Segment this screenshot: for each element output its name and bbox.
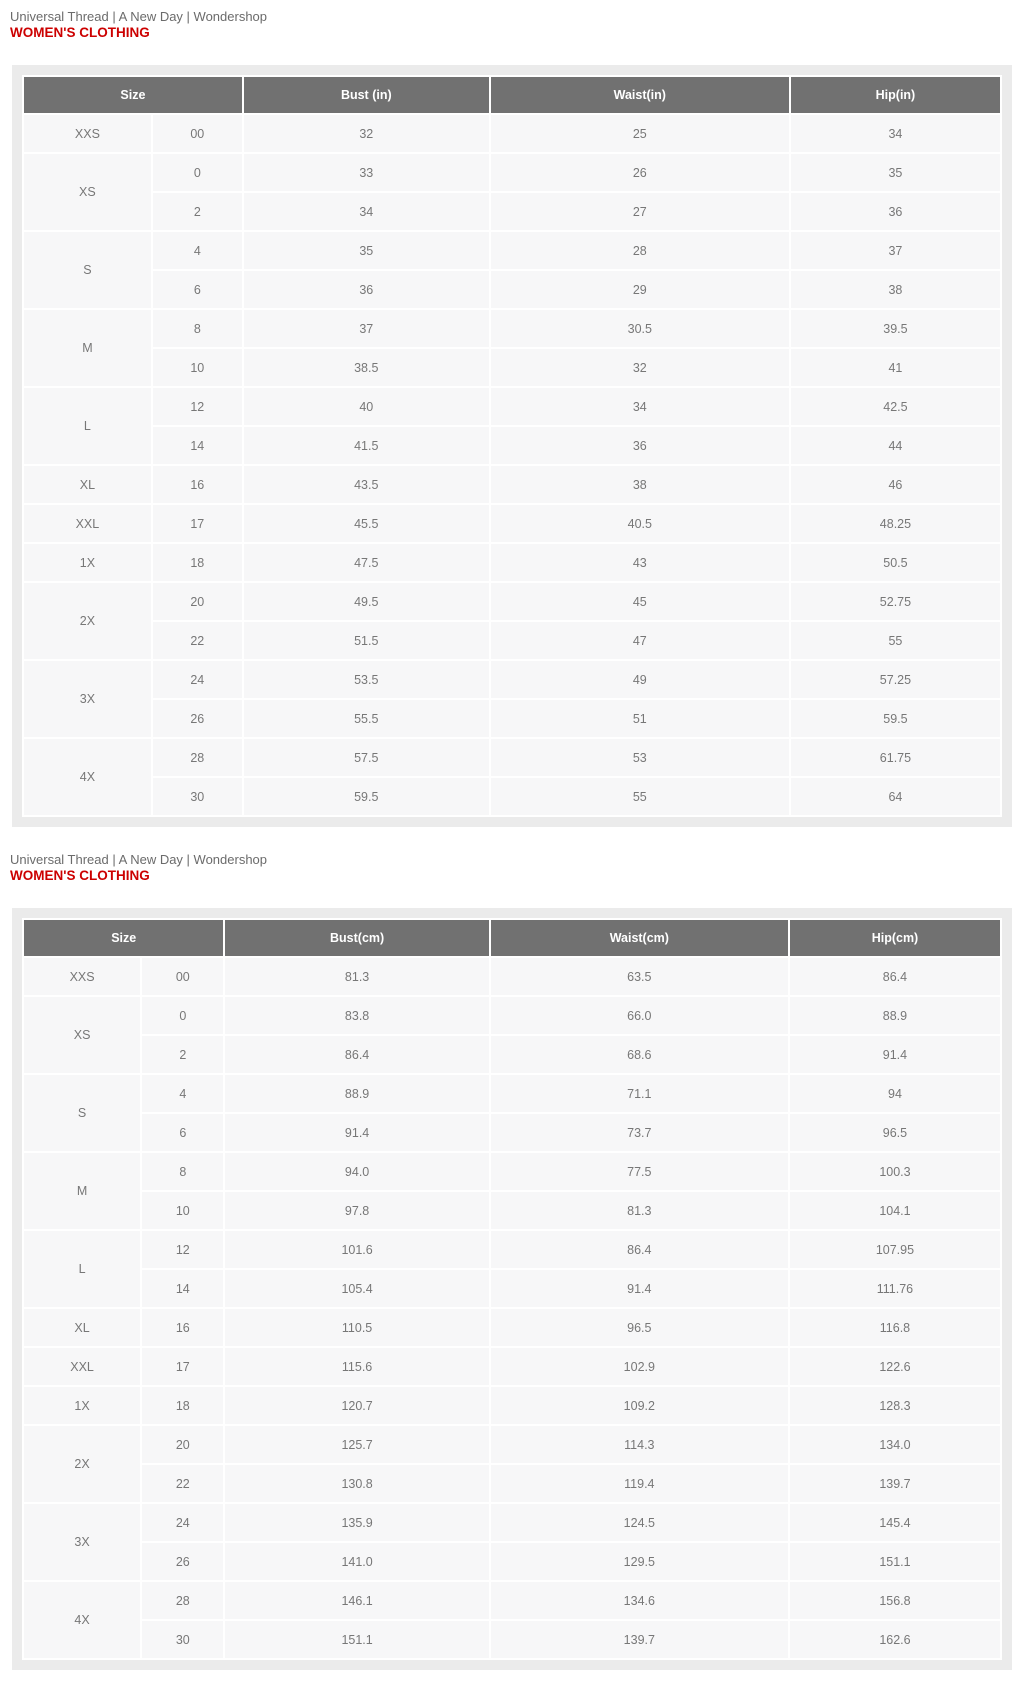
size-group-cell: S bbox=[24, 1075, 140, 1151]
column-header-waist: Waist(cm) bbox=[491, 920, 788, 956]
numeric-size-cell: 30 bbox=[153, 778, 242, 815]
hip-cell: 39.5 bbox=[791, 310, 1000, 347]
waist-cell: 129.5 bbox=[491, 1543, 788, 1580]
numeric-size-cell: 4 bbox=[153, 232, 242, 269]
size-group-cell: 3X bbox=[24, 1504, 140, 1580]
table-row bbox=[24, 1192, 1000, 1229]
column-header-bust: Bust (in) bbox=[244, 77, 489, 113]
bust-cell: 49.5 bbox=[244, 583, 489, 620]
waist-cell: 86.4 bbox=[491, 1231, 788, 1268]
hip-cell: 128.3 bbox=[790, 1387, 1000, 1424]
waist-cell: 66.0 bbox=[491, 997, 788, 1034]
table-row bbox=[24, 349, 1000, 386]
hip-cell: 46 bbox=[791, 466, 1000, 503]
numeric-size-cell: 4 bbox=[142, 1075, 223, 1112]
numeric-size-cell: 2 bbox=[153, 193, 242, 230]
waist-cell: 91.4 bbox=[491, 1270, 788, 1307]
numeric-size-cell: 00 bbox=[142, 958, 223, 995]
table-row bbox=[24, 310, 1000, 347]
numeric-size-cell: 28 bbox=[142, 1582, 223, 1619]
hip-cell: 61.75 bbox=[791, 739, 1000, 776]
table-row bbox=[24, 1309, 1000, 1346]
numeric-size-cell: 10 bbox=[142, 1192, 223, 1229]
size-group-cell: XXS bbox=[24, 115, 151, 152]
hip-cell: 122.6 bbox=[790, 1348, 1000, 1385]
hip-cell: 145.4 bbox=[790, 1504, 1000, 1541]
numeric-size-cell: 22 bbox=[153, 622, 242, 659]
bust-cell: 94.0 bbox=[225, 1153, 488, 1190]
category-title: WOMEN'S CLOTHING bbox=[10, 868, 150, 883]
column-header-bust: Bust(cm) bbox=[225, 920, 488, 956]
table-row bbox=[24, 958, 1000, 995]
hip-cell: 55 bbox=[791, 622, 1000, 659]
hip-cell: 100.3 bbox=[790, 1153, 1000, 1190]
bust-cell: 37 bbox=[244, 310, 489, 347]
numeric-size-cell: 8 bbox=[142, 1153, 223, 1190]
waist-cell: 53 bbox=[491, 739, 789, 776]
waist-cell: 73.7 bbox=[491, 1114, 788, 1151]
size-group-cell: 1X bbox=[24, 1387, 140, 1424]
bust-cell: 38.5 bbox=[244, 349, 489, 386]
table-row bbox=[24, 1114, 1000, 1151]
waist-cell: 134.6 bbox=[491, 1582, 788, 1619]
table-row bbox=[24, 388, 1000, 425]
numeric-size-cell: 00 bbox=[153, 115, 242, 152]
numeric-size-cell: 18 bbox=[153, 544, 242, 581]
size-chart-table-cm bbox=[22, 918, 1002, 1660]
table-row bbox=[24, 1075, 1000, 1112]
table-row bbox=[24, 997, 1000, 1034]
waist-cell: 51 bbox=[491, 700, 789, 737]
size-chart-section-cm bbox=[0, 851, 1024, 1670]
numeric-size-cell: 24 bbox=[142, 1504, 223, 1541]
bust-cell: 41.5 bbox=[244, 427, 489, 464]
size-group-cell: S bbox=[24, 232, 151, 308]
numeric-size-cell: 26 bbox=[142, 1543, 223, 1580]
size-group-cell: XXS bbox=[24, 958, 140, 995]
bust-cell: 135.9 bbox=[225, 1504, 488, 1541]
table-row bbox=[24, 622, 1000, 659]
bust-cell: 88.9 bbox=[225, 1075, 488, 1112]
numeric-size-cell: 30 bbox=[142, 1621, 223, 1658]
table-row bbox=[24, 583, 1000, 620]
size-group-cell: 3X bbox=[24, 661, 151, 737]
numeric-size-cell: 20 bbox=[153, 583, 242, 620]
size-group-cell: XL bbox=[24, 466, 151, 503]
waist-cell: 119.4 bbox=[491, 1465, 788, 1502]
bust-cell: 55.5 bbox=[244, 700, 489, 737]
size-group-cell: XXL bbox=[24, 505, 151, 542]
hip-cell: 91.4 bbox=[790, 1036, 1000, 1073]
table-row bbox=[24, 1270, 1000, 1307]
bust-cell: 47.5 bbox=[244, 544, 489, 581]
hip-cell: 38 bbox=[791, 271, 1000, 308]
bust-cell: 110.5 bbox=[225, 1309, 488, 1346]
bust-cell: 34 bbox=[244, 193, 489, 230]
numeric-size-cell: 0 bbox=[142, 997, 223, 1034]
size-group-cell: 2X bbox=[24, 583, 151, 659]
bust-cell: 36 bbox=[244, 271, 489, 308]
hip-cell: 96.5 bbox=[790, 1114, 1000, 1151]
bust-cell: 86.4 bbox=[225, 1036, 488, 1073]
size-group-cell: 2X bbox=[24, 1426, 140, 1502]
table-row bbox=[24, 1504, 1000, 1541]
numeric-size-cell: 28 bbox=[153, 739, 242, 776]
hip-cell: 116.8 bbox=[790, 1309, 1000, 1346]
brand-list: Universal Thread | A New Day | Wondershop bbox=[10, 852, 268, 867]
numeric-size-cell: 0 bbox=[153, 154, 242, 191]
waist-cell: 114.3 bbox=[491, 1426, 788, 1463]
bust-cell: 125.7 bbox=[225, 1426, 488, 1463]
table-row bbox=[24, 661, 1000, 698]
hip-cell: 156.8 bbox=[790, 1582, 1000, 1619]
table-row bbox=[24, 1465, 1000, 1502]
column-header-waist: Waist(in) bbox=[491, 77, 789, 113]
waist-cell: 29 bbox=[491, 271, 789, 308]
table-row bbox=[24, 700, 1000, 737]
table-row bbox=[24, 1543, 1000, 1580]
table-row bbox=[24, 1153, 1000, 1190]
table-row bbox=[24, 154, 1000, 191]
waist-cell: 27 bbox=[491, 193, 789, 230]
waist-cell: 45 bbox=[491, 583, 789, 620]
bust-cell: 101.6 bbox=[225, 1231, 488, 1268]
size-group-cell: M bbox=[24, 310, 151, 386]
waist-cell: 96.5 bbox=[491, 1309, 788, 1346]
bust-cell: 40 bbox=[244, 388, 489, 425]
table-row bbox=[24, 505, 1000, 542]
bust-cell: 81.3 bbox=[225, 958, 488, 995]
waist-cell: 49 bbox=[491, 661, 789, 698]
brand-list: Universal Thread | A New Day | Wondershop bbox=[10, 9, 268, 24]
column-header-hip: Hip(cm) bbox=[790, 920, 1000, 956]
numeric-size-cell: 22 bbox=[142, 1465, 223, 1502]
numeric-size-cell: 16 bbox=[142, 1309, 223, 1346]
size-group-cell: XL bbox=[24, 1309, 140, 1346]
table-row bbox=[24, 1036, 1000, 1073]
bust-cell: 83.8 bbox=[225, 997, 488, 1034]
table-row bbox=[24, 1348, 1000, 1385]
waist-cell: 81.3 bbox=[491, 1192, 788, 1229]
waist-cell: 40.5 bbox=[491, 505, 789, 542]
hip-cell: 151.1 bbox=[790, 1543, 1000, 1580]
size-group-cell: XS bbox=[24, 154, 151, 230]
size-group-cell: 4X bbox=[24, 739, 151, 815]
bust-cell: 33 bbox=[244, 154, 489, 191]
table-row bbox=[24, 739, 1000, 776]
bust-cell: 32 bbox=[244, 115, 489, 152]
brand-header bbox=[10, 851, 1024, 884]
hip-cell: 41 bbox=[791, 349, 1000, 386]
hip-cell: 111.76 bbox=[790, 1270, 1000, 1307]
waist-cell: 47 bbox=[491, 622, 789, 659]
waist-cell: 26 bbox=[491, 154, 789, 191]
category-title: WOMEN'S CLOTHING bbox=[10, 25, 150, 40]
table-row bbox=[24, 1387, 1000, 1424]
column-header-size: Size bbox=[24, 77, 242, 113]
hip-cell: 57.25 bbox=[791, 661, 1000, 698]
table-row bbox=[24, 544, 1000, 581]
hip-cell: 139.7 bbox=[790, 1465, 1000, 1502]
bust-cell: 130.8 bbox=[225, 1465, 488, 1502]
table-header-row bbox=[24, 77, 1000, 113]
column-header-size: Size bbox=[24, 920, 223, 956]
numeric-size-cell: 26 bbox=[153, 700, 242, 737]
size-group-cell: XXL bbox=[24, 1348, 140, 1385]
hip-cell: 42.5 bbox=[791, 388, 1000, 425]
hip-cell: 107.95 bbox=[790, 1231, 1000, 1268]
waist-cell: 38 bbox=[491, 466, 789, 503]
waist-cell: 25 bbox=[491, 115, 789, 152]
size-group-cell: XS bbox=[24, 997, 140, 1073]
hip-cell: 59.5 bbox=[791, 700, 1000, 737]
bust-cell: 91.4 bbox=[225, 1114, 488, 1151]
column-header-hip: Hip(in) bbox=[791, 77, 1000, 113]
waist-cell: 102.9 bbox=[491, 1348, 788, 1385]
hip-cell: 104.1 bbox=[790, 1192, 1000, 1229]
waist-cell: 77.5 bbox=[491, 1153, 788, 1190]
numeric-size-cell: 24 bbox=[153, 661, 242, 698]
bust-cell: 35 bbox=[244, 232, 489, 269]
hip-cell: 34 bbox=[791, 115, 1000, 152]
numeric-size-cell: 16 bbox=[153, 466, 242, 503]
bust-cell: 120.7 bbox=[225, 1387, 488, 1424]
size-group-cell: 4X bbox=[24, 1582, 140, 1658]
bust-cell: 43.5 bbox=[244, 466, 489, 503]
size-chart-section-inches bbox=[0, 8, 1024, 827]
size-group-cell: L bbox=[24, 1231, 140, 1307]
table-row bbox=[24, 1426, 1000, 1463]
numeric-size-cell: 17 bbox=[153, 505, 242, 542]
size-chart-table-inches bbox=[22, 75, 1002, 817]
table-row bbox=[24, 466, 1000, 503]
waist-cell: 28 bbox=[491, 232, 789, 269]
numeric-size-cell: 2 bbox=[142, 1036, 223, 1073]
waist-cell: 71.1 bbox=[491, 1075, 788, 1112]
bust-cell: 105.4 bbox=[225, 1270, 488, 1307]
hip-cell: 64 bbox=[791, 778, 1000, 815]
size-group-cell: 1X bbox=[24, 544, 151, 581]
bust-cell: 57.5 bbox=[244, 739, 489, 776]
table-row bbox=[24, 232, 1000, 269]
bust-cell: 51.5 bbox=[244, 622, 489, 659]
hip-cell: 94 bbox=[790, 1075, 1000, 1112]
size-chart-container-cm bbox=[12, 908, 1012, 1670]
numeric-size-cell: 20 bbox=[142, 1426, 223, 1463]
table-row bbox=[24, 1231, 1000, 1268]
waist-cell: 34 bbox=[491, 388, 789, 425]
hip-cell: 35 bbox=[791, 154, 1000, 191]
waist-cell: 68.6 bbox=[491, 1036, 788, 1073]
numeric-size-cell: 12 bbox=[153, 388, 242, 425]
hip-cell: 88.9 bbox=[790, 997, 1000, 1034]
size-group-cell: L bbox=[24, 388, 151, 464]
brand-header bbox=[10, 8, 1024, 41]
waist-cell: 124.5 bbox=[491, 1504, 788, 1541]
numeric-size-cell: 14 bbox=[142, 1270, 223, 1307]
bust-cell: 115.6 bbox=[225, 1348, 488, 1385]
bust-cell: 97.8 bbox=[225, 1192, 488, 1229]
waist-cell: 36 bbox=[491, 427, 789, 464]
numeric-size-cell: 6 bbox=[142, 1114, 223, 1151]
waist-cell: 109.2 bbox=[491, 1387, 788, 1424]
numeric-size-cell: 12 bbox=[142, 1231, 223, 1268]
hip-cell: 134.0 bbox=[790, 1426, 1000, 1463]
table-row bbox=[24, 1621, 1000, 1658]
bust-cell: 146.1 bbox=[225, 1582, 488, 1619]
waist-cell: 63.5 bbox=[491, 958, 788, 995]
table-row bbox=[24, 193, 1000, 230]
bust-cell: 141.0 bbox=[225, 1543, 488, 1580]
size-group-cell: M bbox=[24, 1153, 140, 1229]
hip-cell: 86.4 bbox=[790, 958, 1000, 995]
waist-cell: 139.7 bbox=[491, 1621, 788, 1658]
bust-cell: 151.1 bbox=[225, 1621, 488, 1658]
bust-cell: 45.5 bbox=[244, 505, 489, 542]
bust-cell: 53.5 bbox=[244, 661, 489, 698]
hip-cell: 36 bbox=[791, 193, 1000, 230]
waist-cell: 43 bbox=[491, 544, 789, 581]
size-chart-container-inches bbox=[12, 65, 1012, 827]
waist-cell: 32 bbox=[491, 349, 789, 386]
numeric-size-cell: 17 bbox=[142, 1348, 223, 1385]
waist-cell: 30.5 bbox=[491, 310, 789, 347]
table-row bbox=[24, 778, 1000, 815]
hip-cell: 52.75 bbox=[791, 583, 1000, 620]
hip-cell: 48.25 bbox=[791, 505, 1000, 542]
hip-cell: 44 bbox=[791, 427, 1000, 464]
hip-cell: 162.6 bbox=[790, 1621, 1000, 1658]
bust-cell: 59.5 bbox=[244, 778, 489, 815]
waist-cell: 55 bbox=[491, 778, 789, 815]
numeric-size-cell: 10 bbox=[153, 349, 242, 386]
table-row bbox=[24, 427, 1000, 464]
numeric-size-cell: 8 bbox=[153, 310, 242, 347]
hip-cell: 37 bbox=[791, 232, 1000, 269]
table-row bbox=[24, 1582, 1000, 1619]
table-header-row bbox=[24, 920, 1000, 956]
numeric-size-cell: 14 bbox=[153, 427, 242, 464]
table-row bbox=[24, 271, 1000, 308]
numeric-size-cell: 18 bbox=[142, 1387, 223, 1424]
table-row bbox=[24, 115, 1000, 152]
numeric-size-cell: 6 bbox=[153, 271, 242, 308]
hip-cell: 50.5 bbox=[791, 544, 1000, 581]
